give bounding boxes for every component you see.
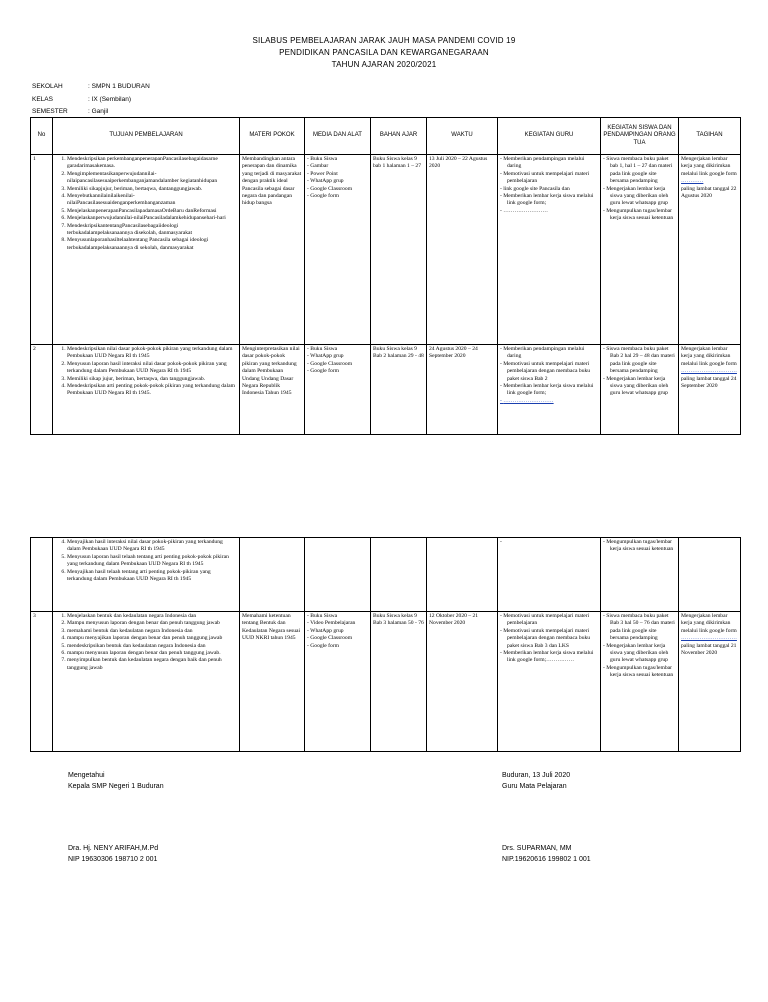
guru-item [507,539,598,546]
materi-cell: Membandingkan antara penerapan dan dinamika yang terjadi di masyarakat dengan praktik ideal Pancasila sebagai dasar negara dan pandangan hidup bangsa [240,155,305,345]
sign-right-line2: Guru Mata Pelajaran [502,783,567,790]
header-cell: MATERI POKOK [240,118,305,155]
syllabus-table-part2 [30,537,741,752]
guru-item: - …………………… [507,208,598,215]
materi-cell: Memahami ketentuan tentang Bentuk dan Kedaulatan Negara sesuai UUD NKRI tahun 1945 [240,612,305,752]
tujuan-item: 2. Menyusun laporan hasil interaksi nilai dasar pokok-pokok pikiran yang terkandung dalam Pembukaan UUD Negara RI th 1945 [67,361,237,376]
media-cell [305,345,371,435]
tagihan-cell [679,155,741,345]
guru-item: - Memotivasi untuk mempelajari materi pembelajaran [507,171,598,186]
media-item: - WhatApp grup [314,628,368,635]
siswa-item: - Siswa membaca buku paket Bab 2 hal 29 – 48 dan materi pada link google site bersama pendamping [610,346,676,376]
siswa-item: - Mengerjakan lembar kerja siswa yang diberikan oleh guru lewat whatsapp grup [610,643,676,665]
sign-left-line2: Kepala SMP Negeri 1 Buduran [68,783,164,790]
tujuan-cell [53,538,240,612]
header-cell: KEGIATAN SISWA DAN PENDAMPINGAN ORANG TUA [601,118,679,155]
meta-semester [32,108,108,115]
media-item: - Gambar [314,163,368,170]
table-row [31,155,741,345]
tujuan-item: 4. Menyajikan hasil interaksi nilai dasar pokok-pikiran yang terkandung dalam Pembukaan UUD Negara RI th 1945 [67,539,237,554]
media-item: - Buku Siswa [314,613,368,620]
tagihan-cell [679,538,741,612]
sign-left-nip: NIP 19630306 198710 2 001 [68,856,158,863]
siswa-cell [601,155,679,345]
siswa-item: - Mengerjakan lembar kerja siswa yang diberikan oleh guru lewat whatsapp grup [610,376,676,398]
tujuan-cell [53,155,240,345]
syllabus-table-part1 [30,117,741,435]
guru-item: - Memotivasi untuk mempelajari materi pembelajaran dengan membaca buku paket siswa Bab 3 dan LKS [507,628,598,650]
table-header-row [31,118,741,155]
tujuan-item: 1. Menjelaskan bentuk dan kedaulatan negara Indonesia dan [67,613,237,620]
meta-key: KELAS [32,96,53,103]
tagihan-cell [679,612,741,752]
media-item: - Power Point [314,171,368,178]
media-item: - WhatApp grup [314,178,368,185]
siswa-item: - Mengerjakan lembar kerja siswa yang diberikan oleh guru lewat whatsapp grup [610,186,676,208]
guru-item: - Memberikan pendampingan melalui daring [507,346,598,361]
sign-right-nip: NIP.19620616 199802 1 001 [502,856,591,863]
header-cell: MEDIA DAN ALAT [305,118,371,155]
guru-item: - Memotivasi untuk mempelajari materi pembelajaran dengan membaca buku paket siswa Bab 2 [507,361,598,383]
sign-left-name: Dra. Hj. NENY ARIFAH,M.Pd [68,845,159,852]
siswa-item: - Mengumpulkan tugas/lembar kerja siswa sesuai ketentuan [610,208,676,223]
header-cell: BAHAN AJAR [371,118,427,155]
materi-cell [240,538,305,612]
tujuan-item: 4. Mendeskripsikan arti penting pokok-pokok pikiran yang terkandung dalam Pembukaan UUD Negara RI th 1945. [67,383,237,398]
bahan-cell: Buku Siswa kelas 9 bab 1 halaman 1 – 27 [371,155,427,345]
title-line-1: SILABUS PEMBELAJARAN JARAK JAUH MASA PANDEMI COVID 19 [252,36,516,45]
media-item: - Google form [314,368,368,375]
tagihan-text: Mengerjakan lembar kerja yang dikirimkan melalui link google form [681,346,737,367]
row-number: 2 [31,345,53,435]
header-cell: No [31,118,53,155]
signature-right-block [502,770,570,792]
meta-sekolah [32,83,150,90]
tujuan-item: 6. mampu menyusun laporan dengan benar dan penuh tanggung jawab. [67,650,237,657]
waktu-cell: 13 Juli 2020 – 22 Agustus 2020 [427,155,498,345]
tujuan-item: 3. Memiliki sikap jujur, beriman, bertaqwa, dan tanggungjawab. [67,376,237,383]
tujuan-item: 5. mendeskripsikan bentuk dan kedaulatan negara Indonesia dan [67,643,237,650]
media-item: - Buku Siswa [314,346,368,353]
siswa-cell [601,538,679,612]
header-cell: KEGIATAN GURU [498,118,601,155]
guru-item: - Memberikan lembar kerja siswa melalui link google form; [507,193,598,208]
tujuan-item: 8. Menyusunlaporanhasiltelaahtentang Pancasila sebagai ideologi terbukadalampelaksanaannya di sekolah, danmasyarakat [67,237,237,252]
siswa-cell [601,612,679,752]
tagihan-link[interactable]: ………………………… [681,635,737,642]
guru-cell [498,612,601,752]
tagihan-text: Mengerjakan lembar kerja yang dikirimkan melalui link google form [681,613,737,634]
guru-item: - Memberikan pendampingan melalui daring [507,156,598,171]
media-item: - Video Pembelajaran [314,620,368,627]
tagihan-deadline: paling lambat tanggal 22 Agustus 2020 [681,185,737,200]
media-cell [305,155,371,345]
tagihan-cell [679,345,741,435]
waktu-cell: 24 Agustus 2020 – 24 September 2020 [427,345,498,435]
media-item: - Google Classroom [314,361,368,368]
tagihan-text: Mengerjakan lembar kerja yang dikirimkan melalui link google form [681,156,737,177]
tujuan-item: 2. Mampu menyusun laporan dengan benar dan penuh tanggung jawab [67,620,237,627]
media-cell [305,612,371,752]
tujuan-item: 7. menyimpulkan bentuk dan kedaulatan negara dengan baik dan penuh tanggung jawab [67,657,237,672]
table-row [31,612,741,752]
title-line-2: PENDIDIKAN PANCASILA DAN KEWARGANEGARAAN [279,48,489,57]
sign-left-line1: Mengetahui [68,772,105,779]
bahan-cell: Buku Siswa kelas 9 Bab 2 halaman 29 - 48 [371,345,427,435]
media-item: - Buku Siswa [314,156,368,163]
row-number: 3 [31,612,53,752]
tagihan-deadline: paling lambat tanggal 21 November 2020 [681,642,737,657]
media-item: - Google Classroom [314,635,368,642]
sign-right-line1: Buduran, 13 Juli 2020 [502,772,571,779]
guru-link[interactable]: - ……………………… [507,398,598,405]
waktu-cell: 12 Oktober 2020 – 21 November 2020 [427,612,498,752]
tagihan-link[interactable]: ………………………… [681,368,737,375]
guru-cell [498,345,601,435]
siswa-item: - Siswa membaca buku paket bab 1, hal 1 – 27 dan materi pada link google site bersama pendamping [610,156,676,186]
guru-item: - Memberikan lembar kerja siswa melalui link google form; [507,383,598,398]
siswa-cell [601,345,679,435]
guru-item: - Memberikan lembar kerja siswa melalui link google form;…………… [507,650,598,665]
media-item: - Google form [314,193,368,200]
tujuan-item: 4. mampu menyajikan laporan dengan benar dan penuh tanggung jawab [67,635,237,642]
meta-key: SEKOLAH [32,83,63,90]
tujuan-item: 2. Mengimplementasikanperwujudannilai-nilaipancasilasesuaiperkembanganjamandalamber kegiatanhidupan [67,171,237,186]
table-row [31,345,741,435]
guru-cell [498,538,601,612]
row-number: 1 [31,155,53,345]
tujuan-item: 1. Mendeskripsikan nilai dasar pokok-pokok pikiran yang terkandung dalam Pembukaan UUD Negara RI th 1945 [67,346,237,361]
meta-key: SEMESTER [32,108,68,115]
tujuan-item: 5. Menyusun laporan hasil telaah tentang arti penting pokok-pokok pikiran yang terkandung dalam Pembukaan UUD Negara RI th 1945 [67,554,237,569]
tujuan-cell [53,345,240,435]
tujuan-item: 6. Menyajikan hasil telaah tentang arti penting pokok-pikiran yang terkandung dalam Pembukaan UUD Negara RI th 1945 [67,569,237,584]
header-cell: TAGIHAN [679,118,741,155]
title-line-3: TAHUN AJARAN 2020/2021 [331,60,437,69]
guru-cell [498,155,601,345]
guru-item: - Memotivasi untuk mempelajari materi pembelajaran [507,613,598,628]
meta-value: : Ganjil [88,108,109,115]
guru-item: - link google site Pancasila dan [507,186,598,193]
table-row-continued [31,538,741,612]
tujuan-item: 4. Menyebutkannilainilaikenilai-nilaiPancasilasesuaidenganperkembanganzaman [67,193,237,208]
media-item: - WhatApp grup [314,353,368,360]
header-cell: TUJUAN PEMBELAJARAN [53,118,240,155]
waktu-cell [427,538,498,612]
signature-left-block [68,770,164,792]
media-item: - Google form [314,643,368,650]
tujuan-item: 7. MendeskripsikantentangPancasilasebagaiideologi terbukadalampelaksanaannya disekolah, danmasyarakat [67,223,237,238]
siswa-item: - Mengumpulkan tugas/lembar kerja siswa sesuai ketentuan [610,539,676,554]
media-item: - Google Classroom [314,186,368,193]
siswa-item: - Siswa membaca buku paket Bab 3 hal 50 – 76 dan materi pada link google site bersama pendamping [610,613,676,643]
meta-value: : IX (Sembilan) [88,96,131,103]
tujuan-item: 3. memahami bentuk dan kedaulatan negara Indonesia dan [67,628,237,635]
signature-left-name-block [68,843,158,865]
siswa-item: - Mengumpulkan tugas/lembar kerja siswa sesuai ketentuan [610,665,676,680]
media-cell [305,538,371,612]
bahan-cell: Buku Siswa kelas 9 Bab 3 halaman 50 - 76 [371,612,427,752]
tagihan-link[interactable]: ………… [681,178,704,185]
tujuan-item: 6. Menjelaskanperwujudannilai-nilaiPancasiladalamkehidupansehari-hari [67,215,237,222]
signature-right-name-block [502,843,591,865]
bahan-cell [371,538,427,612]
tujuan-item: 1. Mendeskripsikan perkembanganpenerapanPancasilasebagaidasarne garadarimasakemasa. [67,156,237,171]
tujuan-item: 5. MenjelaskanpenerapanPancasilapadamasaOrdeBaru danReformasi [67,208,237,215]
meta-value: : SMPN 1 BUDURAN [88,83,150,90]
tagihan-deadline: paling lambat tanggal 24 September 2020 [681,375,737,390]
meta-kelas [32,96,131,103]
header-cell: WAKTU [427,118,498,155]
tujuan-cell [53,612,240,752]
tujuan-item: 3. Memiliki sikapjujur, beriman, bertaqwa, dantanggungjawab. [67,186,237,193]
row-number-empty [31,538,53,612]
materi-cell: Menginterpretasikan nilai dasar pokok-pokok pikiran yang terkandung dalam Pembukaan Undang Undang Dasar Negara Republik Indonesia Tahun 1945 [240,345,305,435]
sign-right-name: Drs. SUPARMAN, MM [502,845,572,852]
